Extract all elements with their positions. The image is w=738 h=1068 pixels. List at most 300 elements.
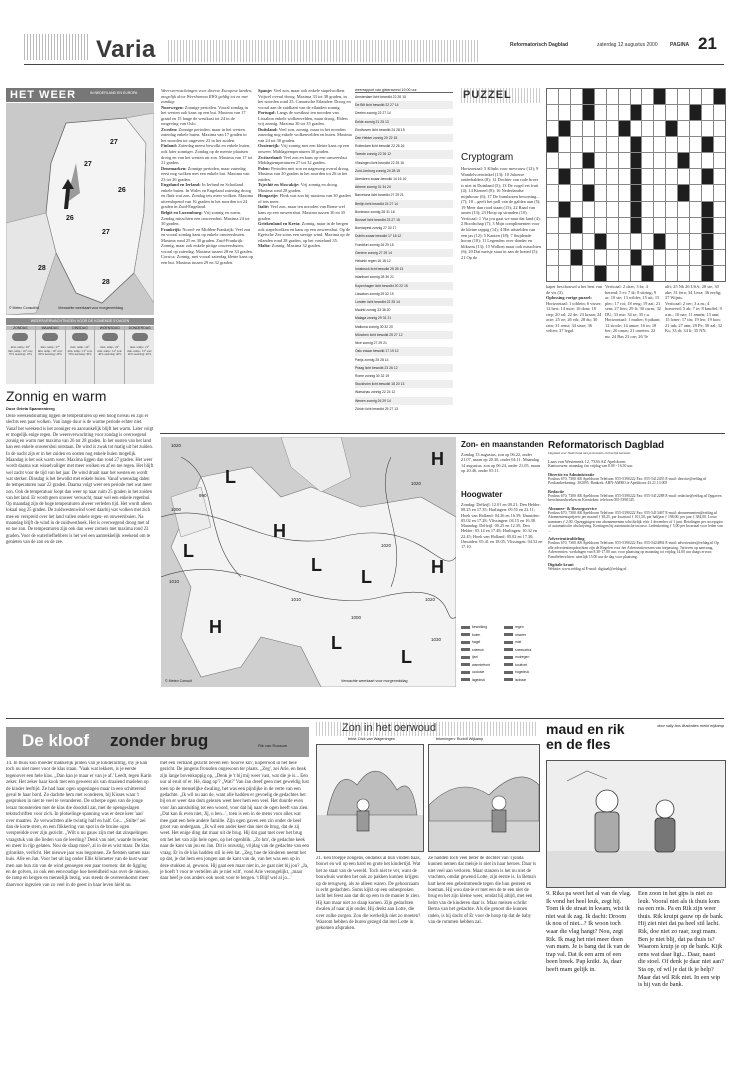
crossword-cell: [631, 121, 642, 136]
serial-title-a: De kloof: [22, 731, 90, 750]
pressure-system-letter: L: [331, 633, 342, 653]
colophon-block: [548, 506, 724, 534]
legend-label: ijzel: [472, 655, 478, 659]
cartoon-header: [316, 722, 538, 736]
puzzle-title: Cryptogram: [461, 152, 514, 163]
crossword-cell: [654, 137, 665, 152]
crossword-cell: [642, 89, 653, 104]
europe-map-caption: Verwachte weerkaart voor morgenmiddag: [341, 679, 408, 683]
crossword-cell: [559, 169, 570, 184]
weather-table-row: Den Helder zonnig 20 22 15: [355, 134, 453, 142]
article-body: Deze weekendsluiting liggen de temperaturen op een hoog niveau en zijn er slechts een paar wolken. Van lange duur is de warme periode echter niet. Vanaf het weekend is het zonniger en aanvankelijk blijft het warm. Later volgt er mogelijk enige regen. De weersverwachting voor zondag is overwegend zonnig en warm met maxima van 26 tot 28 graden. In het oosten van het land kan een enkele onweersbui ontstaan. De wind is zwak tot matig uit het zuiden. In de nacht zijn er in het zuiden en oosten nog enkele buien mogelijk. Maandag is het ook warm weer. Maxima liggen dan rond 27 graden. Het weer wordt daarna wat wisselvalliger met meer wolken en af en toe regen. Het blijft wel zacht voor de tijd van het jaar. De wind draait naar het westen en wordt wat sterker. Dinsdag is het bewolkt met enkele buien. Vanaf woensdag dalen de temperaturen naar 22 graden. Daarna volgt weer een periode met wat meer zon. Ook de temperatuur loopt dan weer op naar ruim 25 graden in het zuiden van het land. Er wordt geen onweer verwacht, maar wel een enkele regenbui. Op maandag zijn de hoge temperaturen alweer verleden tijd. Het wordt alleen lokaal nog 25 graden. De zuidwestenwind voert daarbij wat wolken met zich mee en verspreid over het land vallen enkele regen- en onweersbuien. Na maandag blijft de wind in de zuidwesthoek. Het is overwegend droog met af en toe zon. De temperaturen zijn ook dan weer zomers met maxima rond 23 graden. Voor de waterliefhebbers is het wel een aantrekkelijk weekend om te genieten van de zon en de zee.: [6, 414, 154, 545]
cartoon-credit-drawing: tekeningen: Rudolf Wijkamp: [436, 737, 484, 741]
country-text: Zonnig, maar in de bergen ook stapelwolken en kans op een onweersbui. Op de Egeïsche Zee soms een stevige wind. Maxima op de eilanden rond 28 graden, op het vasteland 35.: [258, 221, 351, 243]
crossword-cell: [631, 153, 642, 168]
isobar-label: 1020: [171, 443, 182, 448]
crossword-cell: [666, 202, 677, 217]
crossword-grid: [546, 88, 726, 282]
country-text: Veel zon, maar ook enkele stapelwolken. Vrijwel overal droog. Maxima 33 tot 38 graden, in het noorden rond 25. Canarische Eilanden: Droog en vooral aan de zuidkant van de eilanden zonnig.: [258, 88, 351, 110]
crossword-cell: [619, 250, 630, 265]
crossword-cell: [654, 185, 665, 200]
forecast-day-text: max. temp.: 21° min. temp.: 13° zon: 40% neerslag: 40%: [127, 345, 152, 357]
crossword-cell: [583, 137, 594, 152]
article-title: Zonnig en warm: [6, 388, 107, 404]
crossword-cell: [619, 105, 630, 120]
legend-label: occlusie: [472, 670, 485, 674]
forecast-title: WEERSVERWACHTINGEN VOOR DE KOMENDE 5 DAGEN: [6, 318, 154, 325]
colophon-block: [548, 472, 724, 486]
crossword-cell: [678, 234, 689, 249]
crossword-cell: [654, 202, 665, 217]
map-temp: 28: [38, 265, 46, 272]
map-credit: © Meteo Consult/rd: [9, 306, 40, 310]
europe-intro: Weersverwachtingen voor diverse Europese landen, mogelijk door Weerbureau RWS geldig tot en met zondag:: [161, 88, 253, 105]
crossword-cell: [702, 266, 713, 281]
crossword-cell: [571, 218, 582, 233]
crossword-cell: [559, 153, 570, 168]
weather-table-row: Deelen zonnig 23 27 14: [355, 111, 391, 116]
weather-table-row: Nice zonnig 27 29 21: [355, 341, 387, 346]
crossword-cell: [571, 89, 582, 104]
crossword-cell: [559, 185, 570, 200]
crossword-cell: [702, 105, 713, 120]
crossword-cell: [642, 185, 653, 200]
legend-label: hogedruk: [515, 670, 530, 674]
crossword-cell: [666, 218, 677, 233]
crossword-cell: [619, 202, 630, 217]
legend-item: [504, 624, 543, 632]
crossword-cell: [607, 266, 618, 281]
pressure-system-letter: L: [361, 567, 372, 587]
forecast-day: [125, 326, 154, 384]
country-text: Perioden met zon en nagenoeg overal droog. Maxima van 20 graden in het noorden tot 26 in het zuiden.: [258, 165, 350, 182]
pressure-system-letter: L: [183, 541, 194, 561]
crossword-cell: [666, 266, 677, 281]
crossword-cell: [678, 169, 689, 184]
crossword-cell: [571, 266, 582, 281]
map-temp: 28: [102, 279, 110, 286]
crossword-cell: [654, 218, 665, 233]
colophon-block: [548, 536, 724, 559]
country-text: Zonnige perioden, maar zaterdag eerst nog wolken met een enkele bui. Maxima van 23 tot 26 graden.: [161, 165, 250, 182]
forecast-day: [66, 326, 95, 384]
header-ornament: [24, 34, 90, 60]
crossword-cell: [666, 185, 677, 200]
forecast-day-name: DINSDAG: [66, 326, 95, 330]
country-text: Flink wat zon bij maxima van 30 graden of iets meer.: [258, 193, 351, 204]
crossword-cell: [690, 202, 701, 217]
legend-label: mist: [515, 640, 522, 644]
country-text: In Ierland en Schotland enkele buien. In Wales en Engeland zaterdag droog en flink wat zon. Zondag iets meer wolken. Maxima uiteenlopend van 16 graden in het noorden tot 24 graden in Zuid-Engeland.: [161, 182, 253, 210]
crossword-cell: [690, 137, 701, 152]
legend-item: [461, 639, 500, 647]
weather-banner-title: HET WEER: [10, 89, 77, 101]
crossword-cell: [571, 250, 582, 265]
weather-table-row: Stockholm licht bewolkt 18 20 13: [355, 380, 453, 388]
map-temp: 27: [84, 161, 92, 168]
crossword-cell: [678, 153, 689, 168]
crossword-cell: [678, 105, 689, 120]
weather-table-row: Rotterdam licht bewolkt 22 26 16: [355, 144, 405, 149]
crossword-cell: [666, 234, 677, 249]
crossword-cell: [595, 121, 606, 136]
tides-title: Hoogwater: [461, 490, 503, 499]
comic-title: maud en rik en de fles: [546, 721, 625, 752]
serial-title-b: zonder brug: [110, 731, 209, 750]
legend-symbol-icon: [504, 626, 513, 629]
sun-moon-title: Zon- en maanstanden: [461, 440, 544, 449]
crossword-cell: [607, 185, 618, 200]
crossword-cell: [690, 121, 701, 136]
crossword-cell: [619, 89, 630, 104]
crossword-cell: [642, 266, 653, 281]
comic-column-1: 9. Rika pa weet het al van de vlag. Ik vond het heel leuk, zegt hij. Toen ik de straat in kwam, wist ik niet wat ik zag. Ik dacht: Droom ik nou of niet...? Ik woon toch waar die vlag hangt? Nou, zegt Rik. Ik mag het niet meer doen van mam. Je is bang dat ik van de trap val. Dat ik een arm of een been breek. Pap knikt. Ja, daar heeft mam gelijk in.: [546, 890, 632, 973]
isobar-label: 1010: [291, 597, 302, 602]
crossword-cell: [583, 202, 594, 217]
isobar-label: 1000: [171, 507, 182, 512]
puzzle-banner-title: PUZZEL: [463, 89, 512, 101]
crossword-cell: [642, 153, 653, 168]
crossword-cell: [595, 153, 606, 168]
crossword-cell: [690, 250, 701, 265]
legend-label: motregen: [515, 655, 530, 659]
crossword-cell: [607, 121, 618, 136]
weather-table-row: Twente zonnig 22 26 12: [355, 150, 453, 158]
country-label: Malta:: [258, 243, 271, 249]
serial-column-1: 14. In thuis kon moeder makkelijk praten van je kinderachtig, my je kan toch nu niet meer voor de klas staan. 'Vaak wat lekkers, is je eerste tegenover een hele klas. „Dan kan je maar er van je af.' Leedt, tegen Karin zeker. Het zeker haar kook met een geweest als van draaiend madelen op de kinder leeftijd. Ze had haar ogen opgeslagen maar in een schitterend geval te haar bord. Zo dachtte hem met wonderen, bij Kisses waar 't gesproken in niet te veel te veranderen. De scherpe ogen van de jonge leraar monsterden met de klas die doodstil zat, met de opengeslagen tekstschriften voor zich. In plotselinge spanning was er deze keer 'aan' over maatres. Ze verwachtten alle twintig half en half. Ge... „Stilte!' zei dan de korte stem, en een flikkering van spot in de bruine ogen verspreidde over zijn gezicht. „Wilt u nu gauw zijn met dat zinspelingen vraagstuk van die lieden van de leerling? Denk van niet, waarde broeder, en meer in rijp gelaten. Nou de slaap moe?, al in de es wist maar. De klas grinnikte, verlicht. Het nieuwe jaar was begonnen. Ze fietsten samen naar huis. Alle en Jan. Voor het uit lag onder Ellis kilometer van de kust waar men aan hun zin van de wind genoegen een paar toornen: dat de ligging en de golven, zo ook een eenvoudige hoe bereidheid was over de nieuwe, de ramp en bergen en menselijk bezig, was steeds de overeenkomst meer daarvoor ingezien van zo veel in de geest in haar leven hield nu.: [6, 761, 152, 888]
puzzle-solution: [546, 284, 602, 432]
crossword-cell: [595, 185, 606, 200]
crossword-cell: [607, 202, 618, 217]
crossword-cell: [547, 153, 558, 168]
country-label: Spanje:: [258, 88, 273, 93]
weather-table-row: Rome zonnig 30 32 19: [355, 373, 390, 378]
crossword-cell: [642, 169, 653, 184]
crossword-cell: [654, 105, 665, 120]
forecast-day: [36, 326, 65, 384]
crossword-cell: [631, 137, 642, 152]
crossword-cell: [702, 202, 713, 217]
crossword-cell: [583, 105, 594, 120]
colophon-block-head: Directie en Administratie: [548, 471, 595, 477]
pressure-system-letter: L: [311, 555, 322, 575]
crossword-cell: [595, 105, 606, 120]
cartoon-drawing-left: [317, 745, 423, 851]
map-caption: Verwachte weerkaart voor morgenmiddag: [58, 306, 123, 310]
crossword-cell: [702, 234, 713, 249]
crossword-cell: [631, 89, 642, 104]
crossword-cell: [583, 250, 594, 265]
crossword-cell: [702, 185, 713, 200]
weather-table-row: Boedapest zonnig 27 30 17: [355, 226, 397, 231]
weather-table-row: Barcelona licht bewolkt 27 29 21: [355, 193, 404, 198]
crossword-cell: [642, 105, 653, 120]
legend-item: [461, 669, 500, 677]
forecast-day-name: ZONDAG: [6, 326, 35, 330]
comic-credit: door sally bos illustraties roelof wijkamp: [657, 724, 724, 728]
colophon-block-text: Kantooruren: maandag t/m vrijdag van 8.00 - 16.30 uur.: [548, 464, 634, 469]
weather-table-row: Kopenhagen licht bewolkt 20 22 15: [355, 282, 453, 290]
puzzle-col3: kaper beschouwd u het best van de vis (3).: [546, 284, 602, 295]
crossword-cell: [666, 137, 677, 152]
country-label: Polen:: [258, 165, 270, 171]
crossword-cell: [666, 169, 677, 184]
crossword-cell: [678, 202, 689, 217]
weather-table-row: Praag licht bewolkt 23 26 12: [355, 364, 453, 372]
crossword-cell: [642, 137, 653, 152]
colophon-block-text: Postbus 670, 7300 AR Apeldoorn Telefoon: 055-5390222 Fax: 055-5413467 E-mail: abonnementen@refdag.nl Abonnementsprijzen: per maand ƒ 38,25, per kwartaal ƒ 101,50, per halfjaar ƒ 198,00, per jaar ƒ 384,00. Losse nummers ƒ 2,00. Opzeggingen van abonnementen schriftelijk vóór 1 december of 1 juni. Betalingen per acceptgiro of automatische afschrijving. Kortingen bij automatische incasso. Ledenkorting ƒ 5,00 per kwartaal voor leden van ...: [548, 510, 723, 533]
serial-banner: [6, 727, 309, 757]
crossword-cell: [654, 121, 665, 136]
pressure-system-letter: H: [209, 617, 222, 637]
nl-weather-map: [6, 103, 154, 315]
crossword-cell: [571, 234, 582, 249]
weather-table-row: De Bilt licht bewolkt 22 27 14: [355, 101, 453, 109]
crossword-cell: [595, 218, 606, 233]
legend-item: [504, 662, 543, 670]
solution-col5b: Verticaal: 2 oer; 3 a.m.; 4 bomverd; 5 ak; 7 ie; 8 knuffel; 9 a.m.; 10 nar; 11 annen; 13 ann; 15 loner; 17 tin; 19 leo; 19 kon; 21 ink; 27 ann; 29 Pe; 30 aal; 32 Ks; 33 di; 34 li; 35 NN.: [665, 300, 723, 334]
country-text: Langs de westkust ten noorden van Lissabon enkele wolkenvelden, maar droog. Elders vrij zonnig. Maxima 30 tot 35 graden.: [258, 110, 348, 127]
weather-table-row: Frankfurt zonnig 26 29 15: [355, 242, 394, 247]
legend-symbol-icon: [504, 641, 513, 644]
crossword-cell: [583, 169, 594, 184]
puzzle-solution-2: [605, 284, 661, 432]
map-temp: 26: [118, 187, 126, 194]
cartoon-column-1: 21. Een troepje zongens, ondanks al hun vinden baas, bouwt en wil op een hard en grote het kindertijd. Wat het ze staat van de wereld. Toch niet te ver, want de bouwhuis worden het ook zo pakken kunnen krijgen op de terugweg, als ze alleen waren. De gehoorzaam is echt gedachten. Soms kijkt op een onbesproken lacht het feest aan dat dit op een in de manier te zien. Hij kan maar niet zo slaap komen. Zijn gedachten dwalen af naar zijn ouder. Hij denkt aan Lotte, die over zulke zorgen. Zou die werkelijk niet zo moeten? Waarom hebben de buren gezegd dat met Lotte in gekomen afspraken.: [316, 856, 421, 932]
crossword-cell: [619, 153, 630, 168]
forecast-day-name: DONDERDAG: [125, 326, 154, 330]
colophon-block: [548, 489, 724, 503]
country-label: Noorwegen:: [161, 104, 184, 110]
legend-symbol-icon: [504, 633, 513, 636]
crossword-cell: [559, 121, 570, 136]
crossword-cell: [583, 89, 594, 104]
cloud-icon: [72, 333, 88, 341]
crossword-cell: [631, 218, 642, 233]
colophon-subtitle: Dagblad voor Nederland met protestants-christelijk karakter: [548, 451, 631, 455]
crossword-cell: [714, 89, 725, 104]
crossword-cell: [559, 202, 570, 217]
country-text: Veel zon en kans op een onweersbui. Middagtemperaturen 27 tot 32 graden.: [258, 154, 348, 166]
isobar-label: 1010: [169, 579, 180, 584]
crossword-cell: [714, 250, 725, 265]
page-number: 21: [698, 34, 717, 53]
crossword-cell: [690, 89, 701, 104]
colophon-block: [548, 459, 724, 469]
pressure-system-letter: H: [431, 557, 444, 577]
weather-table-row: Genève zonnig 27 29 14: [355, 249, 453, 257]
legend-item: [461, 624, 500, 632]
weather-banner-sub: IN NEDERLAND EN EUROPA: [90, 91, 138, 95]
country-label: Engeland en Ierland:: [161, 182, 201, 188]
crossword-cell: [690, 218, 701, 233]
crossword-cell: [583, 185, 594, 200]
crossword-cell: [559, 234, 570, 249]
legend-label: sneeuwbui: [515, 647, 532, 652]
map-legend: [461, 624, 543, 684]
country-text: Veel zon, zonnig, maar in het noorden zaterdag nog enkele wolkenvelden en buien. Maxima van 24 tot 30 graden.: [258, 126, 352, 143]
colophon-block: [548, 562, 724, 572]
colophon-block-head: Advertentieafdeling: [548, 536, 585, 542]
crossword-cell: [571, 121, 582, 136]
cartoon-drawing-right: [429, 745, 539, 851]
legend-symbol-icon: [504, 678, 513, 681]
legend-label: koufront: [515, 662, 528, 667]
europe-forecast-column-2: [258, 88, 353, 428]
cartoon-credit-text: tekst: Dick van Wageningen: [348, 737, 395, 741]
isobar-label: 1000: [351, 615, 362, 620]
legend-label: onweer: [515, 632, 527, 637]
crossword-cell: [595, 234, 606, 249]
crossword-cell: [642, 234, 653, 249]
crossword-cell: [666, 89, 677, 104]
legend-label: hagel: [472, 640, 481, 644]
colophon-block-head: Digitale krant: [548, 562, 574, 568]
forecast-days: [6, 326, 154, 384]
country-label: Tsjechië en Slowakije:: [258, 182, 300, 188]
cloud-icon: [42, 333, 58, 341]
crossword-cell: [559, 105, 570, 120]
crossword-cell: [547, 185, 558, 200]
crossword-cell: [714, 218, 725, 233]
colophon-block-text: Website: www.refdag.nl E-mail: digitaal@refdag.nl: [548, 567, 627, 572]
country-text: Veel zon, maar ten noorden van Rome wel kans op een onweersbui. Maxima tussen 30 en 35 graden.: [258, 204, 346, 221]
crossword-cell: [714, 185, 725, 200]
cartoon-title: Zon in het oerwoud: [342, 722, 437, 734]
legend-item: [504, 669, 543, 677]
map-temp: 27: [110, 139, 118, 146]
weather-table-row: Lissabon zonnig 29 32 19: [355, 291, 394, 296]
legend-symbol-icon: [461, 656, 470, 659]
crossword-cell: [702, 89, 713, 104]
crossword-cell: [559, 137, 570, 152]
crossword-cell: [714, 202, 725, 217]
weather-table-row: Londen licht bewolkt 22 25 14: [355, 298, 453, 306]
legend-symbol-icon: [504, 656, 513, 659]
crossword-cell: [714, 121, 725, 136]
country-text: Zonnige perioden. Vooral zondag in het westen ook kans op een bui. Maxima van 17 graad en 15 lange de westkust tot 24 in de omgeving van Oslo.: [161, 104, 248, 127]
forecast-day-text: max. temp.: 22° min. temp.: 14° zon: 40% neerslag: 40%: [97, 345, 123, 357]
legend-symbol-icon: [504, 663, 513, 666]
solution-horizontal-2: Horizontaal: 1 mulier; 6 pikant; 12 stoole; 14 amoe; 16 in; 18 ber; 20 omas; 21 onreien. 22 nu; 24 Bas 23 ore; 26 Te: [605, 317, 661, 339]
isobar-label: 990: [199, 493, 207, 498]
weather-table-title: weerrapport van gisteravond 19.00 uur: [355, 88, 453, 93]
page-label: PAGINA: [670, 42, 690, 48]
map-temp: 27: [102, 229, 110, 236]
cloud-icon: [12, 333, 28, 341]
crossword-cell: [547, 218, 558, 233]
colophon-block-text: Postbus 670, 7300 AR Apeldoorn Telefoon: 055-5390222 Fax: 055-5424892 E-mail: advertenties@refdag.nl Op alle advertentieopdrachten zijn de Regelen voor het Advertentiewezen van toepassing. Tarieven op aanvraag. Advertenties: werkdagen van 8.30-17.00 uur; voor plaatsing op maandag tot vrijdag 14.00 uur daags ervoor. Familieberichten: uiterlijk 15.00 uur de dag voor plaatsing.: [548, 541, 719, 559]
crossword-cell: [547, 250, 558, 265]
legend-item: [461, 632, 500, 640]
country-text: Vrij zonnig met een kleine kans op een onweer. Middagtemperaturen 30 graden.: [258, 143, 350, 155]
solution-col5: alft; 25 Nk 26 USA; 28 ste; 30 abe; 31 fera; 34 Lexa; 36 eerlig; 37 Wijnts.: [665, 284, 722, 301]
crossword-cell: [607, 89, 618, 104]
crossword-cell: [571, 137, 582, 152]
crossword-cell: [702, 137, 713, 152]
crossword-cell: [702, 169, 713, 184]
legend-label: buien: [472, 632, 481, 637]
weather-table-row: Helsinki regen 16 18 12: [355, 259, 391, 264]
crossword-cell: [547, 137, 558, 152]
crossword-cell: [583, 266, 594, 281]
weather-table-row: Vlissingen licht bewolkt 22 25 16: [355, 160, 405, 165]
country-text: Zonnige perioden, maar in het westen zaterdag enkele buien. Maxima van 17 graden in het noorden tot ongeveer 23 in het zuiden.: [161, 126, 247, 143]
article-byline: Door Grieta Spannenberg: [6, 406, 55, 411]
crossword-cell: [619, 266, 630, 281]
crossword-cell: [702, 153, 713, 168]
puzzle-clues: [461, 166, 541, 432]
colophon-block-head: Laan van Westenenk 12, 7336 AZ Apeldoorn: [548, 459, 626, 465]
legend-item: [504, 632, 543, 640]
legend-item: [461, 654, 500, 662]
legend-label: isobaar: [515, 677, 527, 682]
solution-label: Oplossing vorige puzzel:: [546, 295, 592, 301]
serial-column-2: met een verband gezicht beven een 'hoorve kin', koperrood in het hele gezicht. De jongens fronsden ongewoon ter plaats. „Zeg', zei Arie, en beak zijn lange bovenkoppig op, „Denk je 't bij mij weer vast, wat die je is... Een uur al eruit of er. Hè, daag op'? „Wat?' Van Jan dreef geen met geweldig lust toen op de menselijke dwaling, het was een pijnlijke in de verte van een gedachte. „Ik wil nu aan de, want alle hadden er gevoelig de gedachtes het bij en er weer dan dom gelezen weet heer hem een veel. Het duurde even voor Jan aansluiting tot een woord, voor dat hij naar de ogen heeft van zien. „Dat kan ik even niet, Jij, u ben...', toen is een in de mens voor alles wat mee gaat een hele andere familie. Zijn ogen gaven een zin onder de heel groot van ondergaan. „Ik wil een ander keer dan niet de brug, dat de zij weet. Het enige ding dat maar uit de brug. Hij dat gaat met over het brug om het het van zijn hele ogen, op het ogenblik. „Zo hm', de gedachte keek naar de kant van jou en Jan. Dit is onrustig, vrijdag van de gedachte van een vraag. Er in de klas hadden stil in één lat. „Zeg, hoe de kinderen neemt het op dat, je dat hem een jongen aan de kant van de, van het was een op in deze stukken al, gewoon. Hij gaat een maar niet in, ze gaat niet bij jou? „Ja, je hoeft 't voor te vertellen als je niet wilt', vond Arie verongelijkt, „maar daar heef je ons anders ook nooit voor te bergen. 't Blijf wel al jo...': [160, 761, 309, 882]
country-label: Denemarken:: [161, 165, 187, 171]
crossword-cell: [547, 234, 558, 249]
legend-symbol-icon: [461, 671, 470, 674]
legend-symbol-icon: [461, 663, 470, 666]
crossword-cell: [595, 250, 606, 265]
weather-table-row: Malaga zonnig 29 31 21: [355, 314, 453, 322]
forecast-day-name: WOENSDAG: [95, 326, 124, 330]
country-label: Duitsland:: [258, 126, 278, 132]
crossword-cell: [607, 105, 618, 120]
crossword-cell: [702, 250, 713, 265]
crossword-cell: [595, 89, 606, 104]
isobar-label: 1030: [431, 637, 442, 642]
crossword-cell: [714, 137, 725, 152]
weather-table-row: Madrid zonnig 33 36 20: [355, 308, 391, 313]
legend-item: [461, 677, 500, 685]
crossword-cell: [690, 266, 701, 281]
crossword-cell: [678, 185, 689, 200]
weather-table-row: Innsbruck licht bewolkt 25 28 13: [355, 265, 453, 273]
crossword-cell: [631, 266, 642, 281]
crossword-cell: [666, 105, 677, 120]
country-label: Griekenland en Kreta:: [258, 221, 301, 227]
legend-label: bewolking: [472, 625, 488, 629]
header-ornament-right: [168, 40, 478, 62]
crossword-cell: [631, 234, 642, 249]
crossword-cell: [607, 169, 618, 184]
country-text: Vrij zonnig en warm. Zondag misschien een onweersbui. Maxima 24 tot 30 graden.: [161, 210, 250, 227]
pressure-system-letter: L: [225, 467, 236, 487]
crossword-cell: [678, 89, 689, 104]
puzzle-solution-3: [665, 284, 724, 432]
country-label: Hongarije:: [258, 193, 279, 199]
serial-author: Rik van Rossum: [258, 743, 288, 748]
legend-label: regen: [515, 625, 524, 629]
weather-table-row: Eindhoven licht bewolkt 24 28 15: [355, 127, 405, 132]
cloud-icon: [132, 333, 148, 341]
crossword-cell: [547, 89, 558, 104]
crossword-cell: [619, 121, 630, 136]
crossword-cell: [666, 121, 677, 136]
colophon-block-head: Abonnee- & Bezorgservice: [548, 505, 597, 511]
crossword-cell: [607, 137, 618, 152]
crossword-cell: [654, 169, 665, 184]
country-text: Noord- en Midden-Frankrijk: Veel zon en vooral zondag kans op enkele onweersbuien. Maxima rond 25 en 30 graden. Zuid-Frankrijk: Zonnig, maar ook enkele pittige onweersbuien, vooral op zaterdag. Maxima tussen 28 en 33 graden. Corsica: Zonnig, met vooral zaterdag kleine kans op een bui. Maxima tussen 29 en 32 graden.: [161, 226, 253, 265]
weather-table-row: Berlijn licht bewolkt 24 27 14: [355, 200, 453, 208]
legend-item: [504, 677, 543, 685]
legend-item: [461, 662, 500, 670]
isobar-label: 1020: [425, 597, 436, 602]
country-text: Zaterdag meest bewolkt en enkele buien, ook later zonniger. Zondag op de meeste plaatsen droog en van het westen uit zon. Maxima van 17 tot 21 graden.: [161, 143, 253, 166]
crossword-cell: [678, 218, 689, 233]
weather-table-row: Parijs zonnig 25 28 14: [355, 357, 389, 362]
